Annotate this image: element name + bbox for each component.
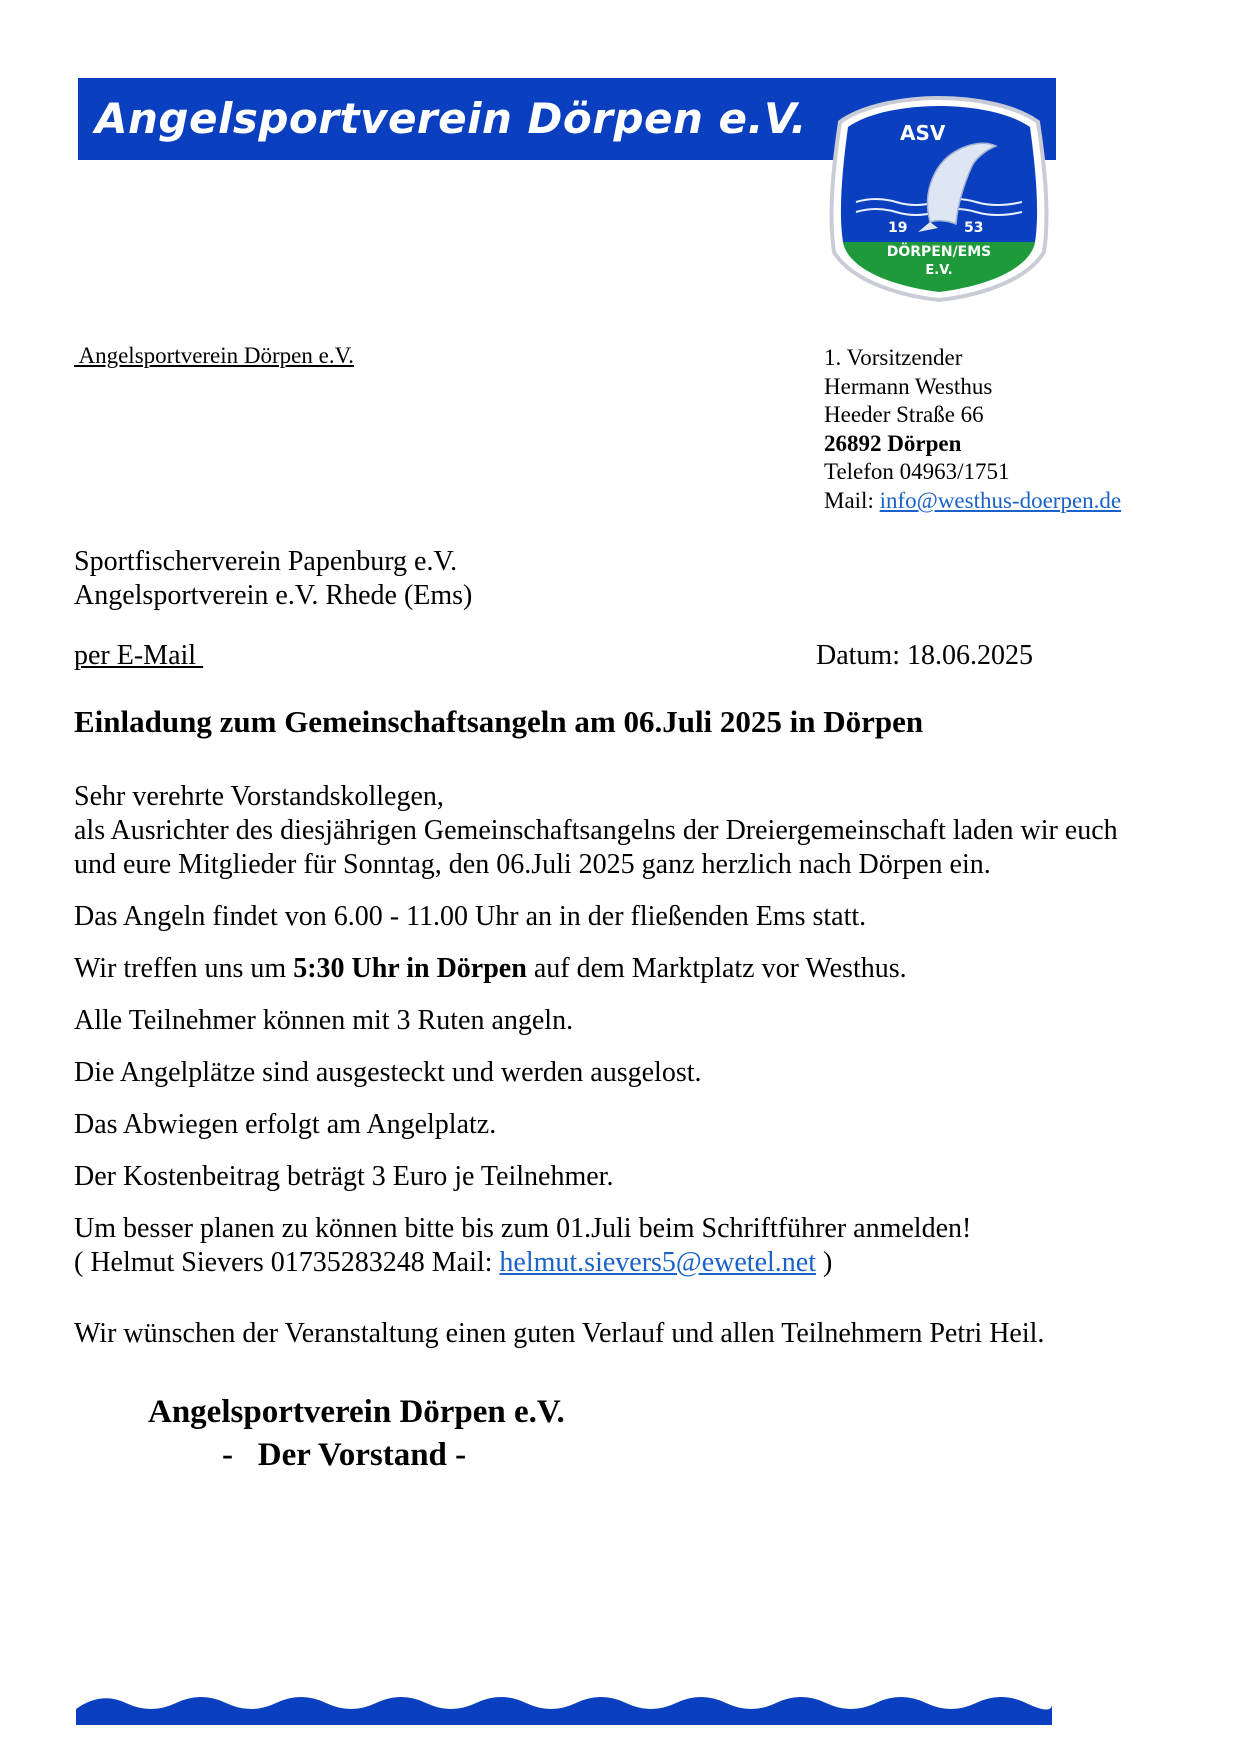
recipient-1: Sportfischerverein Papenburg e.V. <box>74 546 458 577</box>
contact-mail-label: Mail: <box>824 488 880 513</box>
paragraph-time: Das Angeln findet von 6.00 - 11.00 Uhr an in der fließenden Ems statt. <box>74 901 867 932</box>
meeting-post: auf dem Marktplatz vor Westhus. <box>526 953 907 984</box>
footer-wave-icon <box>76 1685 1052 1725</box>
closing-line: Wir wünschen der Veranstaltung einen guten Verlauf und allen Teilnehmern Petri Heil. <box>74 1318 1045 1349</box>
contact-phone: Telefon 04963/1751 <box>824 459 1010 484</box>
contact-street: Heeder Straße 66 <box>824 402 984 427</box>
meeting-time-place: 5:30 Uhr in Dörpen <box>293 953 527 984</box>
greeting: Sehr verehrte Vorstandskollegen, <box>74 781 444 812</box>
contact-role: 1. Vorsitzender <box>824 345 963 370</box>
delivery-method: per E-Mail <box>74 640 204 671</box>
meeting-pre: Wir treffen uns um <box>74 953 294 984</box>
crest-suffix: E.V. <box>925 263 953 278</box>
crest-top-text: ASV <box>900 121 946 145</box>
crest-place: DÖRPEN/EMS <box>886 244 992 260</box>
asv-club-crest-icon <box>826 92 1052 304</box>
paragraph-weighing: Das Abwiegen erfolgt am Angelplatz. <box>74 1109 497 1140</box>
signature-board: - Der Vorstand - <box>222 1437 467 1473</box>
letter-date: Datum: 18.06.2025 <box>816 640 1033 671</box>
registration-contact: ( Helmut Sievers 01735283248 Mail: <box>74 1247 500 1278</box>
recipient-2: Angelsportverein e.V. Rhede (Ems) <box>74 580 473 611</box>
contact-city: 26892 Dörpen <box>824 431 962 456</box>
contact-name: Hermann Westhus <box>824 374 993 399</box>
registration-mail-link[interactable]: helmut.sievers5@ewetel.net <box>499 1247 816 1278</box>
registration-close: ) <box>815 1247 833 1278</box>
signature-club: Angelsportverein Dörpen e.V. <box>148 1394 565 1430</box>
sender-line: Angelsportverein Dörpen e.V. <box>74 343 354 368</box>
paragraph-spots: Die Angelplätze sind ausgesteckt und werden ausgelost. <box>74 1057 702 1088</box>
paragraph-cost: Der Kostenbeitrag beträgt 3 Euro je Teilnehmer. <box>74 1161 614 1192</box>
crest-year-left: 19 <box>888 220 908 236</box>
paragraph-meeting <box>74 952 907 986</box>
contact-mail <box>824 486 1121 515</box>
banner-title: Angelsportverein Dörpen e.V. <box>95 94 807 143</box>
intro-line-1: als Ausrichter des diesjährigen Gemeinschaftsangelns der Dreiergemeinschaft laden wir euch <box>74 815 1118 846</box>
letter-subject: Einladung zum Gemeinschaftsangeln am 06.Juli 2025 in Dörpen <box>74 704 924 739</box>
intro-line-2: und eure Mitglieder für Sonntag, den 06.Juli 2025 ganz herzlich nach Dörpen ein. <box>74 849 991 880</box>
paragraph-rods: Alle Teilnehmer können mit 3 Ruten angeln. <box>74 1005 574 1036</box>
registration-line-2 <box>74 1246 832 1280</box>
contact-mail-link[interactable]: info@westhus-doerpen.de <box>879 488 1122 513</box>
registration-line-1: Um besser planen zu können bitte bis zum 01.Juli beim Schriftführer anmelden! <box>74 1213 972 1244</box>
crest-year-right: 53 <box>964 220 984 236</box>
